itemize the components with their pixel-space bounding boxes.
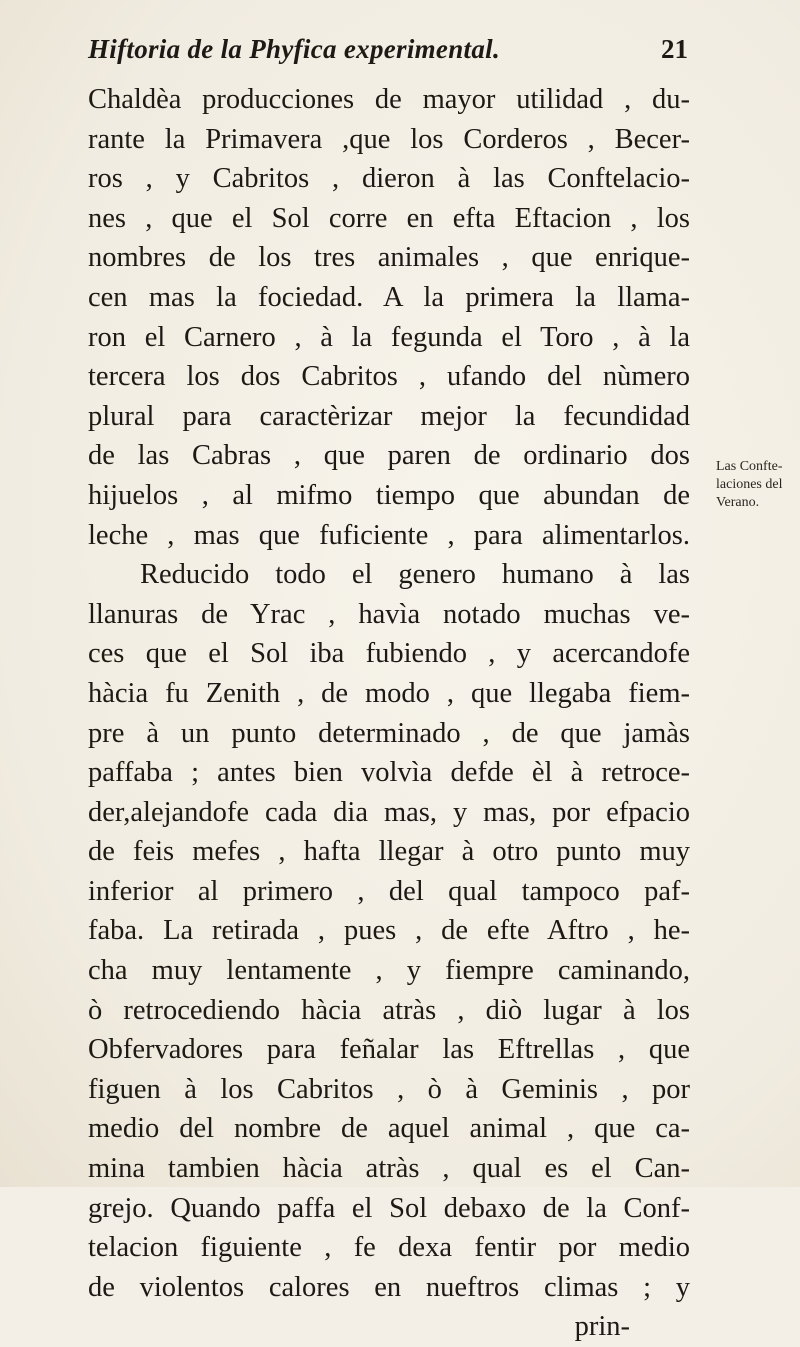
text-line: hijuelos , al mifmo tiempo que abundan de [88, 479, 690, 511]
text-line: de las Cabras , que paren de ordinario dos [88, 440, 690, 472]
margin-note-line: laciones del [716, 477, 783, 492]
text-line: inferior al primero , del qual tampoco paf- [88, 875, 690, 907]
text-line: ò retrocediendo hàcia atràs , diò lugar à los [88, 994, 690, 1026]
text-line: Reducido todo el genero humano à las [140, 559, 690, 591]
running-head [88, 34, 688, 74]
running-head-title: Hiftoria de la Phyfica experimental. [88, 34, 500, 64]
text-line: cen mas la fociedad. A la primera la llama- [88, 281, 690, 313]
text-line: pre à un punto determinado , de que jamàs [88, 717, 690, 749]
text-line: tercera los dos Cabritos , ufando del nùmero [88, 361, 690, 393]
text-line: faba. La retirada , pues , de efte Aftro , he- [88, 915, 690, 947]
text-line: plural para caractèrizar mejor la fecundidad [88, 400, 690, 432]
text-line: nes , que el Sol corre en efta Eftacion , los [88, 202, 690, 234]
text-line: grejo. Quando paffa el Sol debaxo de la Conf- [88, 1192, 690, 1224]
text-line: paffaba ; antes bien volvìa defde èl à retroce- [88, 757, 690, 789]
text-line: figuen à los Cabritos , ò à Geminis , por [88, 1073, 690, 1105]
catchword: prin- [574, 1311, 630, 1343]
text-line: ron el Carnero , à la fegunda el Toro , à la [88, 321, 690, 353]
text-line: ros , y Cabritos , dieron à las Conftelacio- [88, 163, 690, 195]
text-line: rante la Primavera ,que los Corderos , Becer- [88, 123, 690, 155]
text-line: der,alejandofe cada dia mas, y mas, por efpacio [88, 796, 690, 828]
text-line: Obfervadores para feñalar las Eftrellas , que [88, 1034, 690, 1066]
text-line: cha muy lentamente , y fiempre caminando, [88, 955, 690, 987]
text-line: nombres de los tres animales , que enrique- [88, 242, 690, 274]
text-line: llanuras de Yrac , havìa notado muchas ve- [88, 598, 690, 630]
text-line: mina tambien hàcia atràs , qual es el Can- [88, 1153, 690, 1185]
margin-note-line: Verano. [716, 495, 760, 510]
text-line: ces que el Sol iba fubiendo , y acercandofe [88, 638, 690, 670]
body-text [88, 80, 690, 1347]
text-line: telacion figuiente , fe dexa fentir por medio [88, 1232, 690, 1264]
text-line: leche , mas que fuficiente , para alimentarlos. [88, 519, 690, 551]
margin-note [716, 458, 796, 512]
text-line: de feis mefes , hafta llegar à otro punto muy [88, 836, 690, 868]
text-line: hàcia fu Zenith , de modo , que llegaba fiem- [88, 677, 690, 709]
text-line: de violentos calores en nueftros climas ; y [88, 1271, 690, 1303]
text-line: Chaldèa producciones de mayor utilidad , du- [88, 84, 690, 115]
page-number: 21 [661, 34, 688, 64]
text-line: medio del nombre de aquel animal , que ca- [88, 1113, 690, 1145]
margin-note-line: Las Confte- [716, 459, 783, 474]
